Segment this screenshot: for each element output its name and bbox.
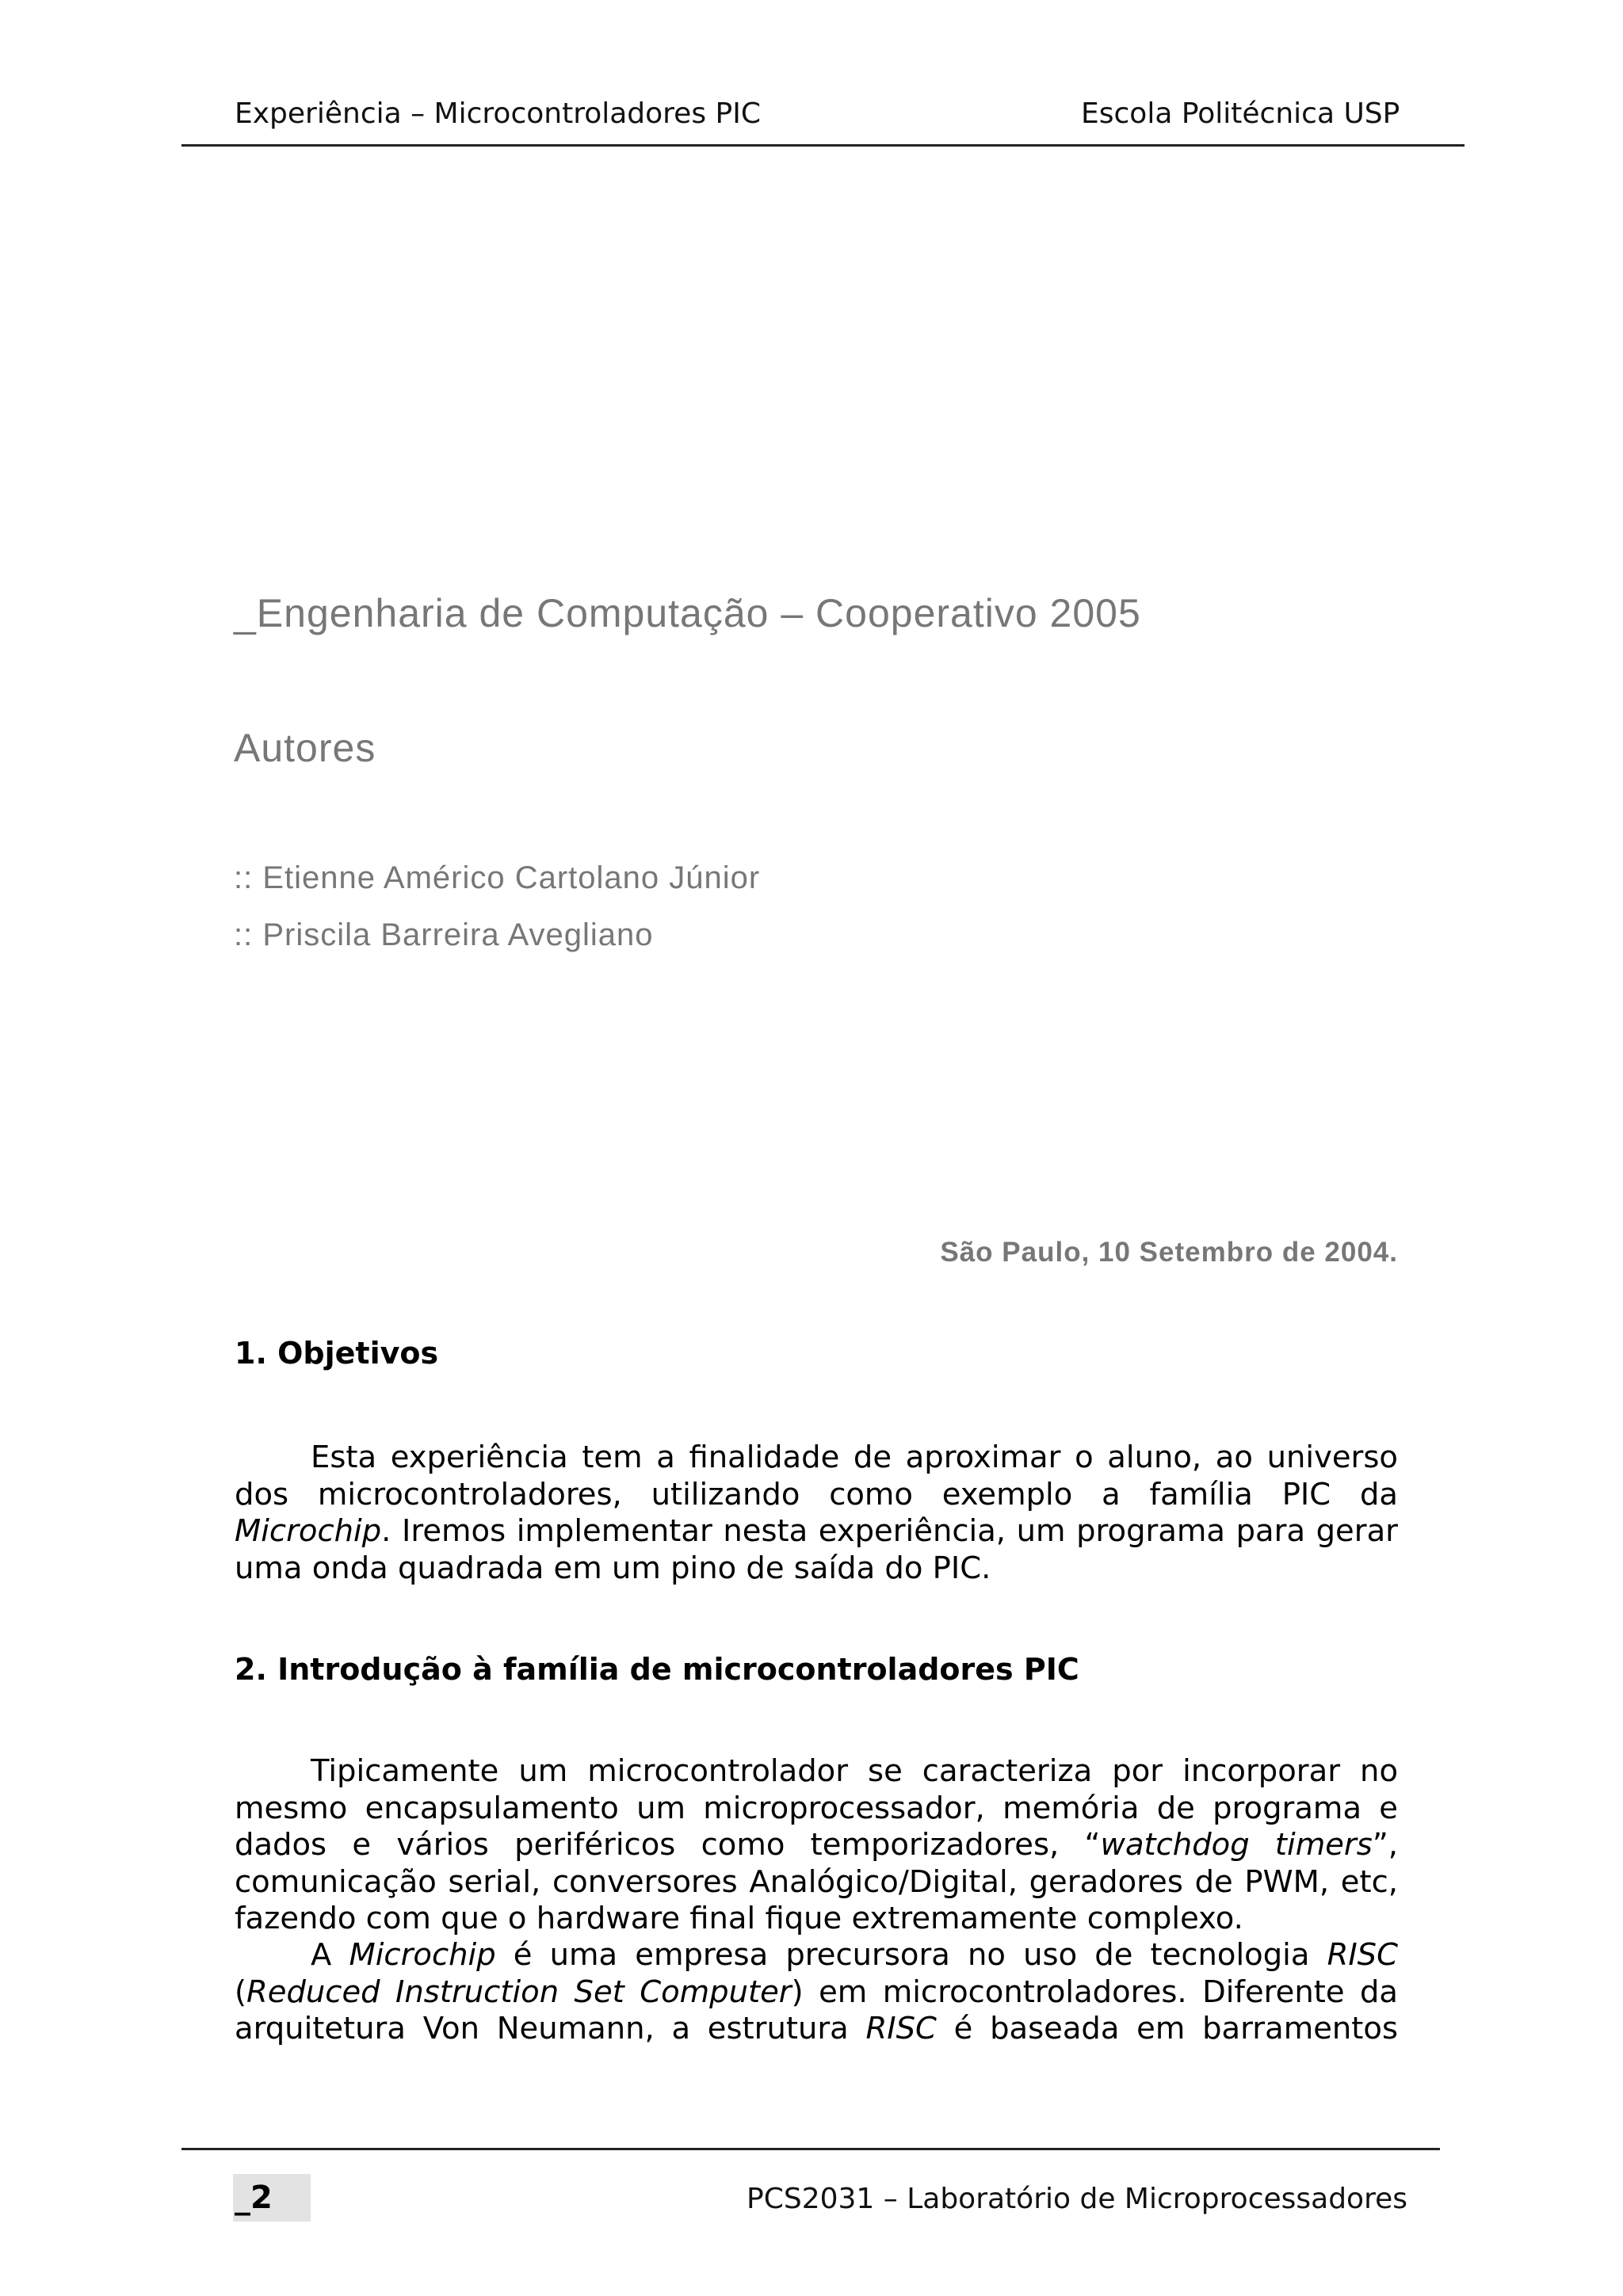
text-line (235, 2011, 1398, 2048)
text-line: comunicação serial, conversores Analógico/Digital, geradores de PWM, etc, (235, 1863, 1398, 1900)
text-line (235, 1513, 1398, 1550)
text-line: dos microcontroladores, utilizando como exemplo a família PIC da (235, 1476, 1398, 1512)
italic-term: Microchip (235, 1513, 382, 1549)
text-line: uma onda quadrada em um pino de saída do PIC. (235, 1550, 991, 1586)
text-run: arquitetura Von Neumann, a estrutura (235, 2011, 866, 2046)
paragraph-introducao-2 (235, 1937, 1398, 2048)
italic-term: RISC (865, 2011, 937, 2046)
running-footer-course: PCS2031 – Laboratório de Microprocessadores (747, 2183, 1407, 2215)
text-run: . Iremos implementar nesta experiência, um programa para gerar (381, 1513, 1398, 1549)
header-rule (181, 144, 1465, 147)
author-name: :: Priscila Barreira Avegliano (234, 917, 654, 952)
text-line: Tipicamente um microcontrolador se caracteriza por incorporar no (311, 1753, 1398, 1789)
text-run: ) em microcontroladores. Diferente da (791, 1974, 1398, 2010)
text-run: é uma empresa precursora no uso de tecnologia (495, 1937, 1327, 1973)
text-line (235, 1974, 1398, 2012)
text-run: ( (235, 1974, 247, 2010)
text-run: A (311, 1937, 349, 1973)
date-line: São Paulo, 10 Setembro de 2004. (940, 1237, 1398, 1268)
page-number: _2 (235, 2180, 273, 2216)
italic-term: RISC (1327, 1937, 1399, 1973)
italic-term: watchdog timers (1100, 1827, 1373, 1863)
course-title: _Engenharia de Computação – Cooperativo 2005 (234, 591, 1141, 635)
section-heading-introducao: 2. Introdução à família de microcontroladores PIC (235, 1652, 1079, 1687)
author-name: :: Etienne Américo Cartolano Júnior (234, 860, 761, 895)
text-run: ”, (1372, 1827, 1398, 1863)
authors-heading: Autores (234, 726, 376, 770)
text-run: é baseada em barramentos (936, 2011, 1399, 2046)
running-header-right: Escola Politécnica USP (1081, 97, 1400, 130)
text-line (235, 1937, 1398, 1974)
section-heading-objetivos: 1. Objetivos (235, 1336, 439, 1371)
paragraph-introducao-1 (235, 1753, 1398, 1938)
running-header-left: Experiência – Microcontroladores PIC (235, 97, 761, 130)
paragraph-objetivos (235, 1440, 1398, 1587)
text-line: mesmo encapsulamento um microprocessador, memória de programa e (235, 1790, 1398, 1826)
text-run: dados e vários periféricos como temporizadores, “ (235, 1827, 1101, 1863)
text-line (235, 1827, 1398, 1864)
text-line: Esta experiência tem a finalidade de aproximar o aluno, ao universo (311, 1440, 1398, 1475)
footer-rule (181, 2148, 1440, 2150)
italic-term: Microchip (349, 1937, 496, 1973)
text-line: fazendo com que o hardware final fique extremamente complexo. (235, 1901, 1243, 1936)
italic-term: Reduced Instruction Set Computer (246, 1974, 792, 2010)
